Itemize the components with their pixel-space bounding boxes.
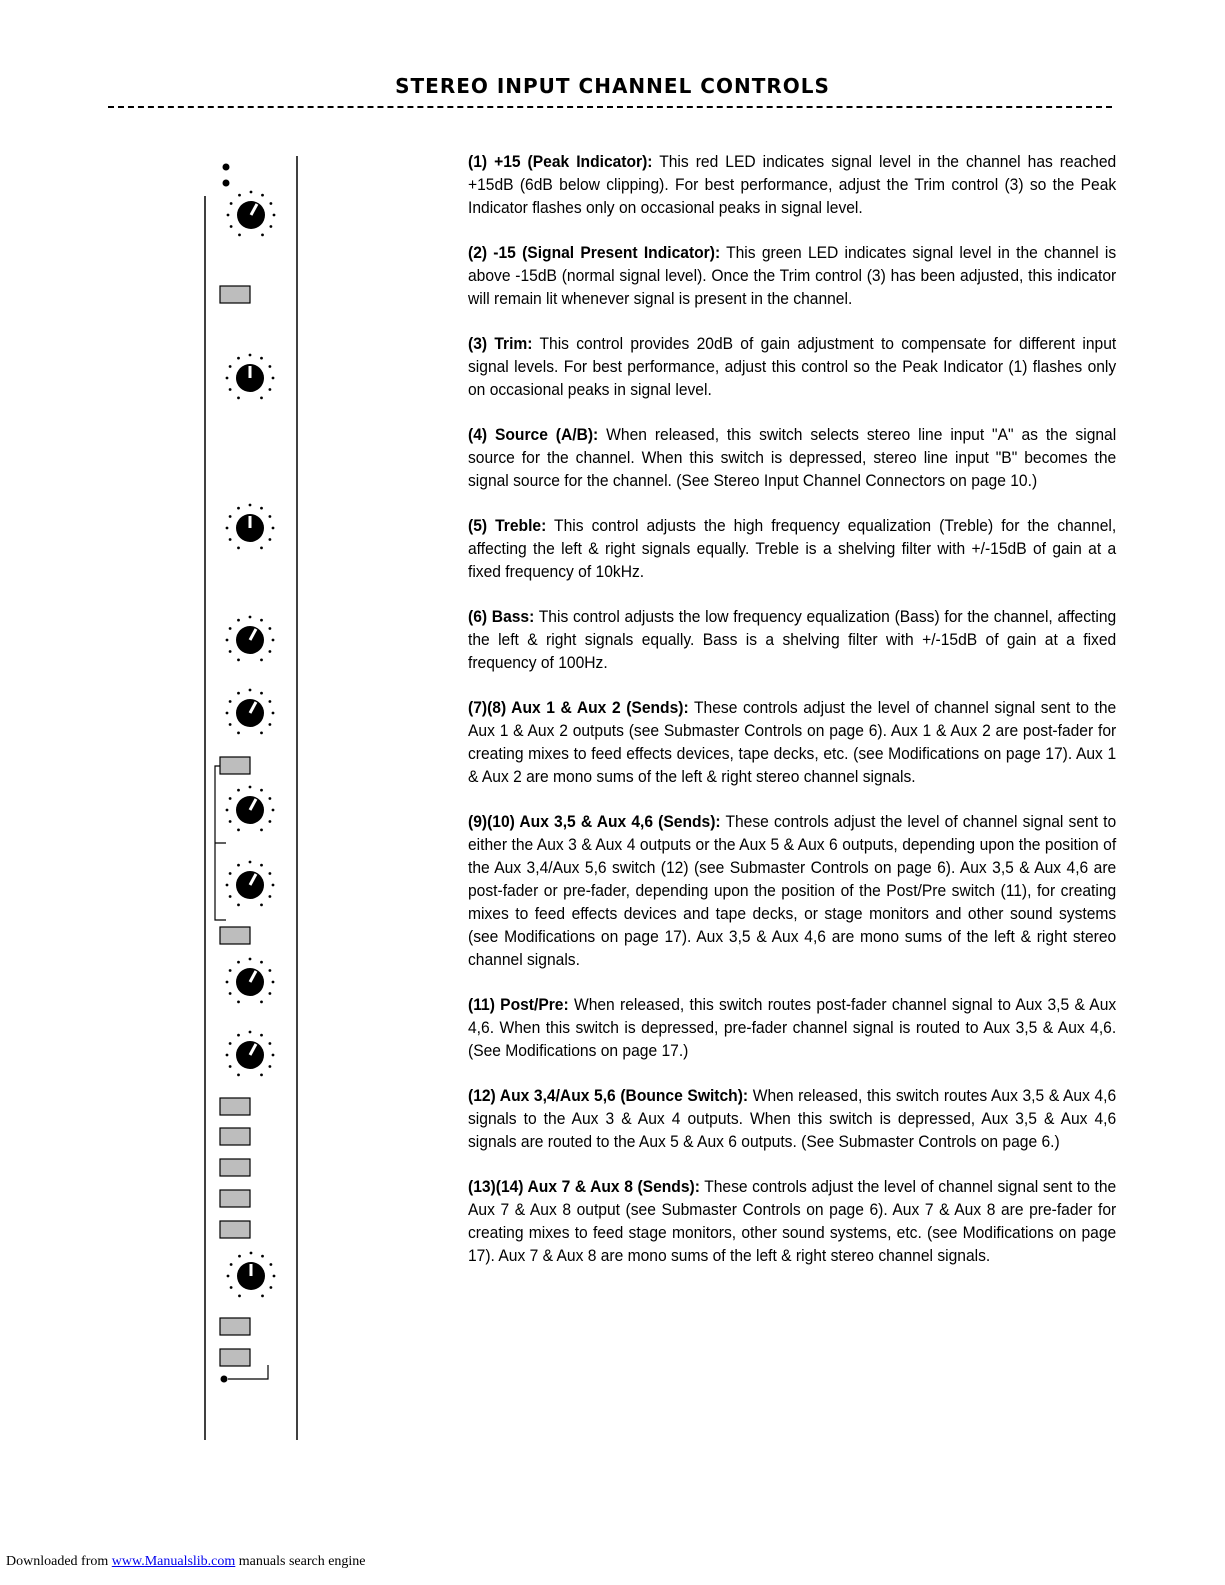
section-12 xyxy=(468,1084,1116,1153)
section-label: (1) +15 (Peak Indicator): xyxy=(468,152,653,171)
section-9-10 xyxy=(468,810,1116,971)
section-text: When released, this switch routes Aux 3,5 & Aux 4,6 signals to the Aux 3 & Aux 4 outputs. When this switch is depressed, Aux 3,5 & Aux 4,6 signals are routed to the Aux 5 & Aux 6 outputs. (See Submaster Controls on page 6.) xyxy=(468,1086,1117,1151)
section-label: (12) Aux 3,4/Aux 5,6 (Bounce Switch): xyxy=(468,1086,749,1105)
description-column xyxy=(468,150,1116,1289)
section-text: This control adjusts the high frequency equalization (Treble) for the channel, affecting the left & right signals equally. Treble is a shelving filter with +/-15dB of gain at a fixed frequency of 10kHz. xyxy=(468,516,1117,581)
section-6 xyxy=(468,605,1116,674)
switch-bank-2[interactable] xyxy=(220,1128,250,1145)
bass-knob[interactable] xyxy=(226,504,275,550)
bracket-switch-top[interactable] xyxy=(220,757,250,774)
aux-2-knob[interactable] xyxy=(226,689,275,735)
switch-bank-3[interactable] xyxy=(220,1159,250,1176)
footer-suffix: manuals search engine xyxy=(235,1554,366,1569)
section-label: (9)(10) Aux 3,5 & Aux 4,6 (Sends): xyxy=(468,812,721,831)
section-label: (13)(14) Aux 7 & Aux 8 (Sends): xyxy=(468,1177,700,1196)
section-2 xyxy=(468,241,1116,310)
section-text: This red LED indicates signal level in the channel has reached +15dB (6dB below clipping). For best performance, adjust the Trim control (3) so the Peak Indicator flashes only on occasional peaks in signal level. xyxy=(468,152,1117,217)
aux-35-knob[interactable] xyxy=(226,786,275,832)
section-label: (3) Trim: xyxy=(468,334,533,353)
page-title: STEREO INPUT CHANNEL CONTROLS xyxy=(395,74,830,98)
section-11 xyxy=(468,993,1116,1062)
section-text: When released, this switch routes post-fader channel signal to Aux 3,5 & Aux 4,6. When this switch is depressed, pre-fader channel signal is routed to Aux 3,5 & Aux 4,6. (See Modifications on page 17.) xyxy=(468,995,1117,1060)
post-pre-switch[interactable] xyxy=(220,927,250,944)
pan-knob[interactable] xyxy=(227,1252,276,1298)
aux-7-knob[interactable] xyxy=(226,958,275,1004)
section-7-8 xyxy=(468,696,1116,788)
section-13-14 xyxy=(468,1175,1116,1267)
section-label: (5) Treble: xyxy=(468,516,547,535)
aux-46-knob[interactable] xyxy=(226,861,275,907)
section-text: These controls adjust the level of channel signal sent to the Aux 1 & Aux 2 outputs (see Submaster Controls on page 6). Aux 1 & Aux 2 are post-fader for creating mixes to feed effects devices, tape decks, etc. (see Modifications on page 17). Aux 1 & Aux 2 are mono sums of the left & right stereo channel signals. xyxy=(468,698,1117,786)
bottom-led xyxy=(221,1376,228,1383)
treble-knob[interactable] xyxy=(226,354,275,400)
aux-8-knob[interactable] xyxy=(226,1031,275,1077)
bottom-led-line xyxy=(228,1365,268,1379)
section-label: (6) Bass: xyxy=(468,607,535,626)
section-text: These controls adjust the level of channel signal sent to the Aux 7 & Aux 8 output (see Submaster Controls on page 6). Aux 7 & Aux 8 are pre-fader for creating mixes to feed stage monitors, other sound systems, etc. (see Modifications on page 17). Aux 7 & Aux 8 are mono sums of the left & right stereo channel signals. xyxy=(468,1177,1117,1265)
section-4 xyxy=(468,423,1116,492)
section-text: This control adjusts the low frequency equalization (Bass) for the channel, affecting the left & right signals equally. Bass is a shelving filter with +/-15dB of gain at a fixed frequency of 100Hz. xyxy=(468,607,1117,672)
section-text: When released, this switch selects stereo line input "A" as the signal source for the channel. When this switch is depressed, stereo line input "B" becomes the signal source for the channel. (See Stereo Input Channel Connectors on page 10.) xyxy=(468,425,1117,490)
section-3 xyxy=(468,332,1116,401)
trim-knob[interactable] xyxy=(227,191,276,237)
solo-switch[interactable] xyxy=(220,1349,250,1366)
section-text: These controls adjust the level of channel signal sent to either the Aux 3 & Aux 4 outputs or the Aux 5 & Aux 6 outputs, depending upon the position of the Aux 3,4/Aux 5,6 switch (12) (see Submaster Controls on page 6). Aux 3,5 & Aux 4,6 are post-fader or pre-fader, depending upon the position of the Post/Pre switch (11), for creating mixes to feed effects devices and tape decks, or stage monitors and other sound systems (see Modifications on page 17). Aux 3,5 & Aux 4,6 are mono sums of the left & right stereo channel signals. xyxy=(468,812,1117,969)
mute-switch[interactable] xyxy=(220,1318,250,1335)
section-label: (11) Post/Pre: xyxy=(468,995,569,1014)
aux-bracket xyxy=(215,766,226,920)
section-label: (7)(8) Aux 1 & Aux 2 (Sends): xyxy=(468,698,689,717)
section-text: This control provides 20dB of gain adjustment to compensate for different input signal levels. For best performance, adjust this control so the Peak Indicator (1) flashes only on occasional peaks in signal level. xyxy=(468,334,1117,399)
section-label: (2) -15 (Signal Present Indicator): xyxy=(468,243,721,262)
manualslib-link[interactable]: www.Manualslib.com xyxy=(111,1554,236,1569)
section-label: (4) Source (A/B): xyxy=(468,425,599,444)
footer-prefix: Downloaded from xyxy=(6,1554,112,1569)
section-text: This green LED indicates signal level in the channel is above -15dB (normal signal level). Once the Trim control (3) has been adjusted, this indicator will remain lit whenever signal is present in the channel. xyxy=(468,243,1117,308)
signal-present-led xyxy=(223,180,230,187)
switch-bank-5[interactable] xyxy=(220,1221,250,1238)
switch-bank-4[interactable] xyxy=(220,1190,250,1207)
peak-led xyxy=(223,164,230,171)
bounce-switch[interactable] xyxy=(220,1098,250,1115)
section-1 xyxy=(468,150,1116,219)
section-5 xyxy=(468,514,1116,583)
aux-1-knob[interactable] xyxy=(226,616,275,662)
channel-strip-diagram xyxy=(0,0,320,1440)
source-ab-switch[interactable] xyxy=(220,286,250,303)
download-footer xyxy=(6,1554,366,1570)
